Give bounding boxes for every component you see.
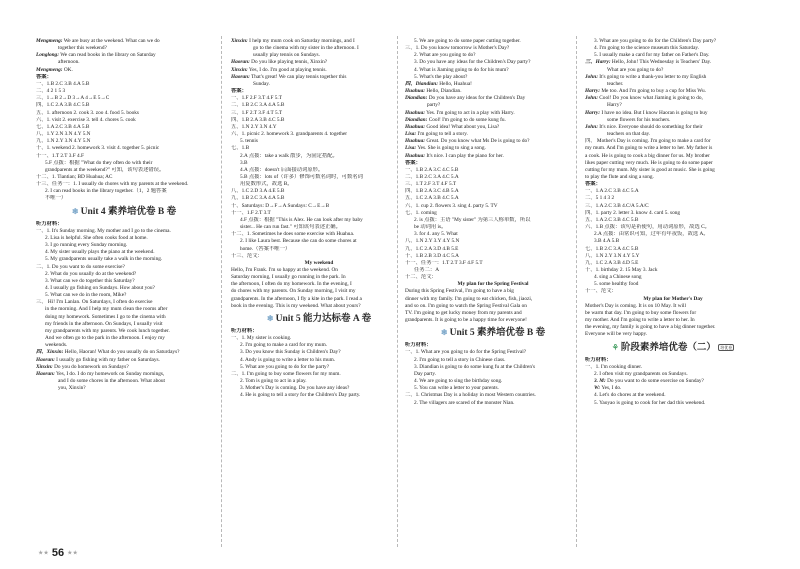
dialogue-text: I have no idea. But I know Haoran is going to buy	[600, 109, 708, 116]
text-line: 三、1.F 2.T 3.F 4.T 5.T	[231, 109, 283, 116]
text-line: 七、1.A 2.C 3.B 4.A 5.B	[36, 123, 90, 130]
text-line: 四、 Mother's Day is coming. I'm going to make a card for	[585, 138, 711, 145]
text-line: Hello, I'm Frank. I'm so happy at the weekend. On	[231, 267, 338, 273]
text-line: During this Spring Festival, I'm going to have a big	[405, 288, 514, 295]
section-label: 听力材料：	[36, 220, 63, 227]
text-line: 2. I'm going to tell a story in Chinese class.	[414, 356, 506, 363]
text-line: doing my homework. Sometimes I go to the cinema with	[45, 313, 166, 320]
text-line: 4. Andy is going to write a letter to his mum.	[240, 356, 336, 363]
speaker-name: Haoran:	[36, 370, 55, 377]
text-line: 5.F 点拨：根据 "What do they often do with their	[45, 159, 153, 166]
essay-title: My weekend	[304, 259, 334, 266]
section-label: 听力材料：	[231, 327, 258, 334]
text-line: a cook. He is going to cook a big dinner for us. My brother	[585, 152, 710, 159]
text-line: likes paper cutting very much. He is going to do some paper	[585, 159, 713, 166]
text-line: 六、1. visit 2. exercise 3. tell 4. chores 5. cook	[36, 116, 136, 123]
text-line: 九、1.C 2.A 3.B 4.D 5.E	[585, 259, 639, 266]
speaker-name: 四、Diandian:	[405, 80, 438, 87]
text-line: 4. Let's do chores at the weekend.	[594, 392, 666, 399]
text-line: 2.A 点拨：由常识可知，过年有年夜饭，故选 A。	[594, 231, 709, 238]
text-line: 2. Lisa is helpful. She often cooks food at home.	[45, 234, 148, 241]
dialogue-text: I'm going to tell a story.	[416, 131, 468, 138]
text-line: 5. What are you going to do for the party?	[240, 363, 330, 370]
text-line: 2. I like Laura best. Because she can do some chores at	[240, 238, 357, 245]
dialogue-text: Hello, Huahua!	[437, 80, 472, 87]
text-line: you, Xinxin?	[58, 385, 86, 392]
text-line: 二、5 1 4 3 2	[585, 195, 615, 202]
dialogue-text: Hello, Haoran! What do you usually do on Saturdays?	[63, 349, 180, 356]
dialogue-line	[405, 145, 581, 152]
speaker-name: Mengmeng:	[36, 38, 63, 44]
section-heading	[585, 341, 761, 355]
dialogue-line	[36, 371, 212, 378]
text-line: 七、1.B 2.C 3.A 4.C 5.B	[585, 245, 639, 252]
section-heading-text: Unit 4 素养培优卷 B 卷	[80, 206, 177, 217]
dialogue-line	[231, 67, 407, 74]
text-line: 一、1. My sister is cooking.	[231, 335, 292, 342]
dialogue-text: Great. Do you know what Ms De is going to do?	[425, 138, 530, 145]
speaker-name: John:	[585, 73, 598, 80]
speaker-name: John:	[585, 95, 598, 102]
text-line: 十二、1. Sometimes he does some exercise with Huahua.	[231, 231, 355, 238]
text-line: and I do some chores in the afternoon. What about	[58, 378, 165, 385]
speaker-name: Lisa:	[405, 131, 417, 138]
text-line: cutting for my mum. My sister is good at music. She is going	[585, 166, 715, 173]
text-line: usually play tennis on Sundays.	[253, 52, 320, 59]
text-line: 六、1.B 点拨：该句是祈使句，用动词原形，故选 C。	[585, 224, 710, 231]
text-line: 4. I usually go fishing on Sundays. How about you?	[45, 285, 155, 291]
dialogue-text: It's going to write a thank-you letter to my English	[597, 73, 707, 80]
text-line: grandparents at the weekend?" 可知，该句表述错误。	[45, 166, 165, 173]
text-line: together this weekend?	[58, 45, 107, 52]
text-line: 4.A 点拨：doesn't 后面接动词原形。	[240, 166, 324, 173]
text-line: 5. My grandparents usually take a walk in the morning.	[45, 256, 163, 263]
speaker-name: Huahua:	[405, 152, 426, 159]
text-line: 5. What's the play about?	[414, 73, 468, 80]
text-line: weekends.	[45, 342, 68, 349]
text-line: 五、1.C 2.A 3.B 4.C 5.A	[405, 195, 459, 202]
section-heading	[231, 312, 407, 326]
dialogue-line	[231, 74, 407, 81]
dialogue-line	[405, 138, 581, 145]
dialogue-line	[36, 349, 212, 356]
text-line: 十一、任务一：1.T 2.T 3.F 4.F 5.T	[405, 259, 483, 266]
text-line: 一、1. It's Sunday morning. My mother and I go to the cinema.	[36, 227, 171, 234]
text-line: 六、1. cup 2. flowers 3. sing 4. party 5. TV	[405, 202, 498, 209]
column-3	[405, 38, 581, 407]
speaker-name: Huahua:	[405, 109, 426, 116]
text-line: 5. some healthy food	[594, 281, 639, 288]
text-line: 五、1.A 2.C 3.B 4.C 5.B	[585, 216, 639, 223]
page-footer	[38, 547, 78, 559]
dialogue-line	[585, 59, 761, 66]
dialogue-line	[585, 385, 761, 392]
speaker-name: Haoran:	[231, 59, 250, 66]
text-line: 2.A 点拨：take a walk 散步，为固定搭配。	[240, 152, 338, 159]
dialogue-line	[36, 52, 212, 59]
text-line: And we often go to the park in the afternoon. I enjoy my	[45, 335, 165, 342]
text-line: the afternoon, I often do my homework. In the evening, I	[231, 281, 352, 288]
snowflake-icon: ❄	[71, 206, 81, 216]
text-line: What are you going to do?	[607, 66, 664, 73]
page-number: 56	[51, 547, 65, 559]
section-heading-text: Unit 5 素养培优卷 B 卷	[449, 328, 546, 339]
speaker-name: Haoran:	[231, 73, 250, 80]
text-line: 2. I can read books in the library together.（1，2 题答案	[45, 188, 167, 195]
text-line: 二、1. Do you want to do some exercise?	[36, 263, 125, 270]
dialogue-line	[585, 88, 761, 95]
text-line: 十、1. birthday 2. 15 May 3. Jack	[585, 267, 658, 273]
text-line: be 动词用 is。	[414, 224, 447, 231]
text-line: 一、1.B 2.A 3.C 4.C 5.B	[405, 166, 459, 173]
speaker-name: Haoran:	[36, 356, 55, 363]
speaker-name: Huahua:	[405, 123, 426, 130]
text-line: 2. The villagers are scared of the monster Nian.	[414, 399, 515, 406]
section-label: 答案：	[405, 159, 421, 166]
section-label: 答案：	[36, 73, 52, 80]
text-line: 十三、任务一：1. I usually do chores with my parents at the weekend.	[36, 181, 189, 188]
dialogue-text: Me too. And I'm going to buy a cup for Miss Wu.	[600, 88, 707, 95]
dialogue-line	[231, 59, 407, 66]
section-heading	[405, 326, 581, 340]
text-line: my friends in the afternoon. On Sundays, I usually visit	[45, 320, 163, 327]
dialogue-line	[405, 117, 581, 124]
dialogue-line	[585, 110, 761, 117]
text-line: teachers on that day.	[607, 131, 651, 138]
dialogue-line	[585, 74, 761, 81]
dialogue-text: Yes. She is going to sing a song.	[416, 145, 486, 152]
text-line: 十一、范文：	[585, 288, 617, 295]
dialogue-text: Cool! Do you know what Jiaming is going to do,	[597, 95, 703, 102]
text-line: 十一、1.F 2.T 3.T	[231, 209, 271, 216]
column-4	[585, 38, 761, 407]
text-line: 2. What do you usually do at the weekend?	[45, 270, 137, 277]
section-heading-text: Unit 5 能力达标卷 A 卷	[275, 313, 372, 324]
dialogue-line	[405, 110, 581, 117]
text-line: 4. My sister usually plays the piano at the weekend.	[45, 249, 155, 256]
text-line: 九、1.B 2.C 3.A 4.A 5.B	[231, 195, 285, 202]
text-line: 一、1.B 2.C 3.B 4.A 5.B	[36, 80, 90, 87]
text-line: 六、1. picnic 2. homework 3. grandparents 4. together	[231, 131, 348, 138]
text-line: 4. We are going to sing the birthday song.	[414, 378, 503, 385]
text-line: 4. sing a Chinese song	[594, 274, 642, 281]
text-line: 五、1. afternoon 2. cook 3. zoo 4. food 5. books	[36, 109, 139, 116]
column-divider	[221, 36, 222, 547]
text-line: 2. I often visit my grandparents on Sundays.	[594, 370, 688, 377]
dialogue-line	[405, 88, 581, 95]
dialogue-line	[585, 95, 761, 102]
dialogue-text: I usually go fishing with my father on Saturdays.	[54, 356, 160, 363]
section-heading-text: 阶段素养培优卷（二）	[620, 342, 716, 353]
dialogue-text: We are busy at the weekend. What can we do	[62, 38, 160, 44]
text-line: 不唯一）	[45, 195, 67, 202]
text-line: be warm that day. I'm going to buy some flowers for	[585, 309, 697, 316]
column-2	[231, 38, 407, 400]
dialogue-line	[405, 95, 581, 102]
speaker-name: Diandian:	[405, 116, 428, 123]
dialogue-text: That's great! We can play tennis together this	[249, 73, 347, 80]
text-line: party?	[427, 102, 441, 109]
section-label: 听力材料：	[405, 342, 432, 349]
text-line: 十二、范文：	[405, 274, 437, 281]
text-line: book in the evening. This is my weekend. What about yours?	[231, 302, 361, 309]
star-decoration-left: ★★	[38, 550, 49, 557]
text-line: 一、1. What are you going to do for the Spring Festival?	[405, 349, 527, 356]
text-line: some flowers for his teachers.	[607, 116, 671, 123]
column-divider	[576, 36, 577, 547]
dialogue-text: Yes, I do.	[600, 385, 622, 392]
text-line: 十二、1. Tiantian; BD Huahua; AC	[36, 173, 113, 180]
speaker-name: Xinxin:	[231, 66, 248, 73]
text-line: 3. Do you have any ideas for the Children's Day party?	[414, 59, 531, 66]
text-line: 十、1. weekend 2. homework 3. visit 4. together 5. picnic	[36, 145, 160, 152]
essay-title: My plan for the Spring Festival	[457, 281, 529, 288]
dialogue-line	[405, 81, 581, 88]
text-line: my grandparents with my parents. We cook lunch together.	[45, 327, 170, 334]
dialogue-line	[585, 378, 761, 385]
speaker-name: Lisa:	[405, 145, 417, 152]
text-line: 八、1.Y 2.N 3.N 4.Y 5.N	[36, 131, 91, 138]
text-line: 5.B 点拨：lots of（许多）修饰可数名词时，可数名词	[240, 173, 363, 180]
section-heading	[36, 205, 212, 219]
text-line: grandparents. In the afternoon, I fly a kite in the park. I read a	[231, 295, 362, 302]
text-line: 三、1→B 2→D 3→A 4→E 5→C	[36, 95, 110, 102]
text-line: 四、1.B 2.A 3.B 4.C 5.B	[231, 116, 285, 123]
text-line: 三、1.A 2.C 3.B 4.C/A 5.A/C	[585, 202, 649, 209]
text-line: 九、1.N 2.Y 3.N 4.Y 5.N	[36, 138, 91, 145]
text-line: 3. Do you know this Sunday is Children's Day?	[240, 349, 341, 356]
text-line: 2. What are you going to do?	[414, 52, 476, 59]
text-line: TV. I'm going to get lucky money from my parents and	[405, 309, 522, 316]
speaker-name: Mengmeng:	[36, 66, 63, 73]
dialogue-text: Do you want to do some exercise on Sunday?	[605, 378, 704, 385]
text-line: 3. Mother's Day is coming. Do you have any ideas?	[240, 385, 350, 392]
dialogue-text: Good idea! What about you, Lisa?	[425, 123, 500, 130]
speaker-name: Diandian:	[405, 95, 428, 102]
dialogue-text: Yes, I do. I do my homework on Sunday mornings,	[54, 370, 165, 377]
text-line: 3. for 4. any 5. What	[414, 231, 458, 238]
text-line: 一、1.F 2.F 3.T 4.F 5.T	[231, 95, 282, 102]
text-line: 5. Yaoyao is going to cook for her dad this weekend.	[594, 399, 706, 406]
text-line: to play the flute and sing a song.	[585, 173, 654, 180]
text-line: grandparents. It is going to be a happy time for everyone!	[405, 317, 527, 324]
speaker-name: 四、Xinxin:	[36, 349, 64, 356]
text-line: 三、1.T 2.F 3.T 4.F 5.T	[405, 181, 457, 188]
dialogue-text: It's nice. I can play the piano for her.	[425, 152, 504, 159]
text-line: 四、1.B 2.A 3.C 4.B 5.A	[405, 188, 459, 195]
text-line: 3.B 4.A 5.B	[594, 238, 620, 245]
text-line: Day party.	[414, 370, 437, 377]
speaker-name: Xinxin:	[36, 363, 53, 370]
dialogue-line	[36, 67, 212, 74]
speaker-name: Harry:	[585, 109, 601, 116]
column-divider	[397, 36, 398, 547]
column-1	[36, 38, 212, 392]
essay-title: My plan for Mother's Day	[643, 295, 703, 302]
text-line: 3. I go running every Sunday morning.	[45, 242, 128, 249]
dialogue-line	[405, 131, 581, 138]
text-line: dinner with my family. I'm going to eat chicken, fish, jiaozi,	[405, 295, 533, 302]
speaker-name: John:	[585, 123, 598, 130]
text-line: 4. I'm going to the science museum this Saturday.	[594, 45, 700, 52]
dialogue-text: It's nice. Everyone should do something for their	[597, 123, 703, 130]
text-line: 四、1.C 2.A 3.B 4.C 5.B	[36, 102, 90, 109]
text-line: Mother's Day is coming. It is on 10 May. It will	[585, 302, 686, 309]
dialogue-line	[585, 124, 761, 131]
dialogue-text: Cool! I'm going to do some kung fu.	[427, 116, 506, 123]
text-line: 4. He is going to tell a story for the Children's Day party.	[240, 392, 361, 399]
speaker-name: W:	[594, 385, 601, 392]
text-line: 十、1.B 2.B 3.D 4.C 5.A	[405, 252, 460, 259]
text-line: 八、1.N 2.Y 3.N 4.Y 5.Y	[585, 252, 640, 259]
dialogue-text: OK.	[62, 66, 73, 73]
speaker-name: Longlong:	[36, 52, 59, 59]
text-line: 七、1. coming	[405, 209, 437, 216]
dialogue-line	[231, 38, 407, 45]
speaker-name: Huahua:	[405, 88, 426, 95]
dialogue-text: Hello, Diandian.	[425, 88, 462, 95]
text-line: 二、1. Christmas Day is a holiday in most Western countries.	[405, 392, 536, 399]
dialogue-text: We can read books in the library on Saturday	[58, 52, 156, 59]
text-line: home.（答案不唯一）	[240, 245, 291, 252]
text-line: 5. I usually make a card for my father on Father's Day.	[594, 52, 710, 59]
text-line: teacher.	[607, 80, 624, 87]
section-label: 听力材料：	[585, 356, 612, 363]
section-label: 答案：	[231, 88, 247, 95]
text-line: go to the cinema with my sister in the afternoon. I	[253, 45, 359, 52]
text-line: 十三、范文：	[231, 252, 263, 259]
text-line: 4.F 点拨：根据 "This is Alex. He can look after my baby	[240, 216, 363, 223]
text-line: the evening, my family is going to have a big dinner together.	[585, 324, 716, 331]
speaker-name: Huahua:	[405, 138, 426, 145]
text-line: do chores with my parents. On Sunday morning, I visit my	[231, 288, 356, 295]
text-line: 2. Tom is going to act in a play.	[240, 378, 307, 385]
text-line: 三、 Hi! I'm Lanlan. On Saturdays, I often do exercise	[36, 299, 153, 306]
text-line: 八、1.C 2.D 3.A 4.E 5.B	[231, 188, 285, 195]
text-line: 5. We are going to do some paper cutting together.	[414, 38, 521, 44]
dialogue-line	[36, 38, 212, 45]
text-line: 二、1. I'm going to buy some flowers for my mum.	[231, 370, 341, 377]
text-line: 3.B	[240, 159, 248, 166]
snowflake-icon: ❄	[266, 313, 276, 323]
text-line: 三、1. Do you know tomorrow is Mother's Day?	[405, 45, 510, 52]
speaker-name: 3. M:	[594, 378, 606, 385]
speaker-name: Harry:	[585, 88, 601, 95]
text-line: Sunday.	[253, 80, 270, 87]
text-line: 八、1.N 2.Y 3.Y 4.Y 5.N	[405, 238, 460, 245]
text-line: Saturday morning, I usually go running in the park. In	[231, 274, 346, 281]
text-line: 5. tennis	[240, 138, 258, 145]
text-line: 3. What are you going to do for the Children's Day party?	[594, 38, 717, 44]
text-line: sister... He can run fast." 可知该句表述正确。	[240, 224, 341, 231]
text-line: 一、1.A 2.C 3.B 4.C 5.A	[585, 188, 639, 195]
dialogue-line	[36, 357, 212, 364]
text-line: 一、1. I'm cooking dinner.	[585, 363, 643, 370]
dialogue-line	[405, 124, 581, 131]
text-line: my mother. And I'm going to write a letter to her. In	[585, 317, 695, 324]
exam-tag: 培优卷	[720, 344, 733, 350]
text-line: 十、Saturdays: D→F→A Sundays: C→E→B	[231, 202, 330, 209]
text-line: 3. Diandian is going to do some kung fu at the Children's	[414, 363, 536, 370]
text-line: 二、1.B 2.C 3.A 4.A 5.B	[231, 102, 285, 109]
dialogue-text: Do you like playing tennis, Xinxin?	[249, 59, 328, 66]
text-line: 4. What is Jiaming going to do for his mum?	[414, 66, 509, 73]
star-decoration-right: ★★	[67, 550, 78, 557]
text-line: 3. What can we do together this Saturday?	[45, 277, 135, 284]
text-line: 五、1.N 2.Y 3.N 4.Y	[231, 123, 277, 130]
text-line: Everyone will be very happy.	[585, 331, 648, 338]
dialogue-text: Hello, John! This Wednesday is Teachers' Day.	[610, 59, 712, 66]
speaker-name: 三、Harry:	[585, 59, 611, 66]
dialogue-text: Do you have any ideas for the Children's Day	[427, 95, 526, 102]
snowflake-icon: ❄	[440, 328, 450, 338]
text-line: 二、4 2 1 5 3	[36, 88, 66, 95]
text-line: Harry?	[607, 102, 622, 109]
section-label: 答案：	[585, 181, 601, 188]
text-line: 2. I'm going to make a card for my mum.	[240, 342, 328, 349]
dialogue-text: Do you do homework on Sundays?	[52, 363, 129, 370]
text-line: 七、1.B	[231, 145, 250, 152]
text-line: 任务二：A	[414, 267, 440, 273]
leaf-icon: ⚘	[611, 342, 621, 352]
dialogue-text: Yes, I do. I'm good at playing tennis.	[247, 66, 327, 73]
text-line: 四、1. party 2. letter 3. know 4. card 5. song	[585, 209, 681, 216]
text-line: 九、1.C 2.A 3.D 4.B 5.E	[405, 245, 459, 252]
text-line: 十一、1.T 2.T 3.F 4.F	[36, 152, 84, 159]
dialogue-text: I help my mum cook on Saturday mornings, and I	[247, 38, 355, 44]
text-line: afternoon.	[58, 59, 80, 66]
text-line: 5. What can we do in the room, Mike?	[45, 292, 127, 299]
text-line: 5. You can write a letter to your parents.	[414, 385, 499, 392]
text-line: my mum. And I'm going to write a letter to her. My father is	[585, 145, 713, 152]
dialogue-text: Yes. I'm going to act in a play with Harry.	[425, 109, 515, 116]
text-line: in the morning. And I help my mum clean the rooms after	[45, 306, 168, 313]
text-line: 二、1.B 2.C 3.A 4.C 5.A	[405, 173, 459, 180]
dialogue-line	[405, 153, 581, 160]
speaker-name: Xinxin:	[231, 38, 248, 44]
text-line: 用复数形式，故选 B。	[240, 181, 293, 188]
text-line: 2. is 点拨：主语 "My sister" 为第三人称单数，所以	[414, 216, 531, 223]
dialogue-line	[36, 364, 212, 371]
text-line: and so on. I'm going to watch the Spring Festival Gala on	[405, 302, 527, 309]
